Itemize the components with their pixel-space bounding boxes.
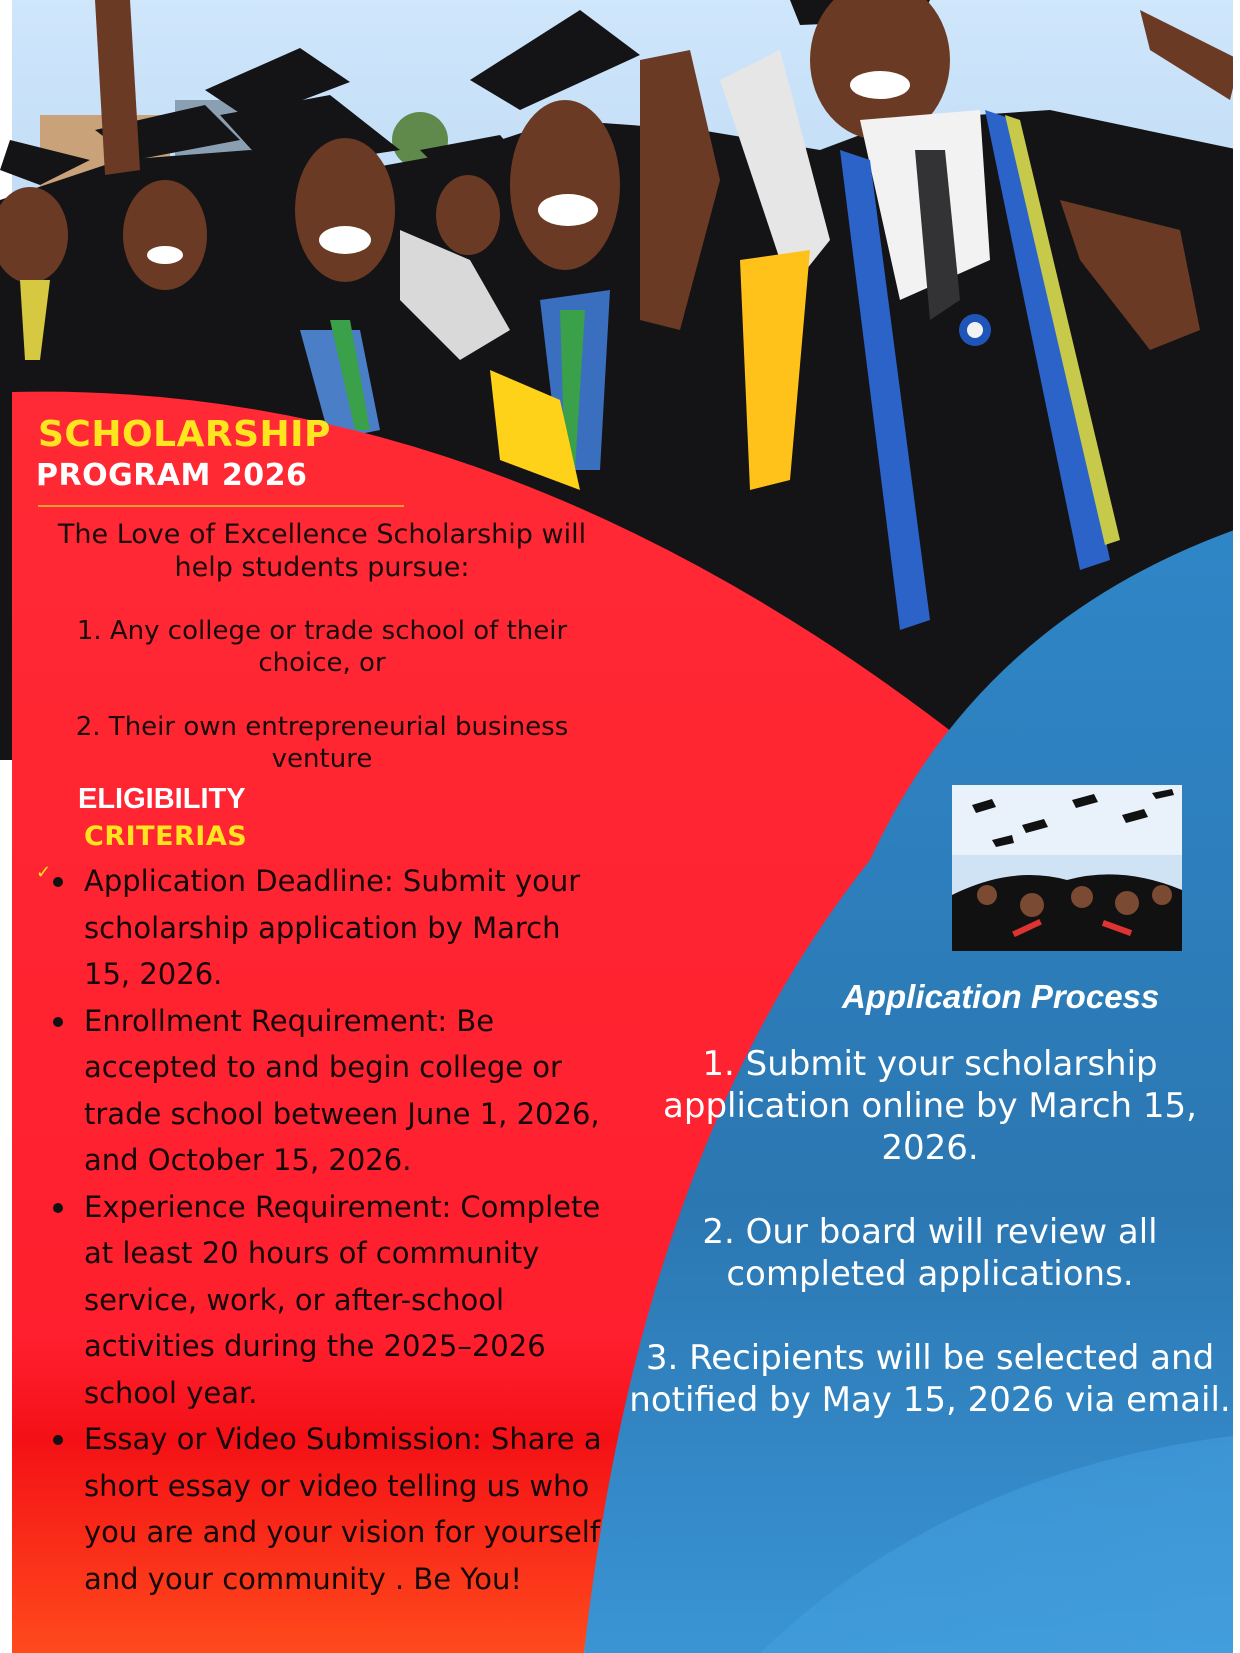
title-line-2: PROGRAM 2026 [36,458,308,493]
criterias-heading: CRITERIAS [84,821,248,852]
criteria-text: Essay or Video Submission: Share a short essay or video telling us who you are and your vision for yourself and your community . Be You! [84,1422,602,1596]
application-step-1: 1. Submit your scholarship application online by March 15, 2026. [663,1044,1197,1168]
criteria-text: Experience Requirement: Complete at least 20 hours of community service, work, or after-school activities during the 2025–2026 school year. [84,1189,601,1410]
pursue-option-2: 2. Their own entrepreneurial business venture [75,712,569,774]
checkmark-icon: ✓ [36,862,52,883]
application-process-heading: Application Process [842,978,1160,1015]
criteria-text: Application Deadline: Submit your scholarship application by March 15, 2026. [84,864,581,991]
eligibility-heading: ELIGIBILITY [78,783,246,815]
bullet-icon [53,1435,63,1445]
intro-text: The Love of Excellence Scholarship will help students pursue: [57,519,587,583]
eligibility-list [40,858,612,1602]
title-line-1: SCHOLARSHIP [38,414,331,455]
list-item [40,858,612,998]
bullet-icon [53,1017,63,1027]
graduates-caps-photo [952,785,1182,951]
bullet-icon [53,1203,63,1213]
bullet-icon [53,877,63,887]
pursue-option-1: 1. Any college or trade school of their choice, or [76,616,568,678]
list-item [40,1416,612,1602]
criteria-text: Enrollment Requirement: Be accepted to and begin college or trade school between June 1, 2026, and October 15, 2026. [84,1003,600,1177]
application-step-2: 2. Our board will review all completed applications. [702,1212,1158,1294]
list-item [40,1184,612,1417]
application-step-3: 3. Recipients will be selected and notified by May 15, 2026 via email. [629,1338,1231,1420]
application-steps [628,1043,1232,1463]
title-divider [38,505,404,507]
list-item [40,998,612,1184]
